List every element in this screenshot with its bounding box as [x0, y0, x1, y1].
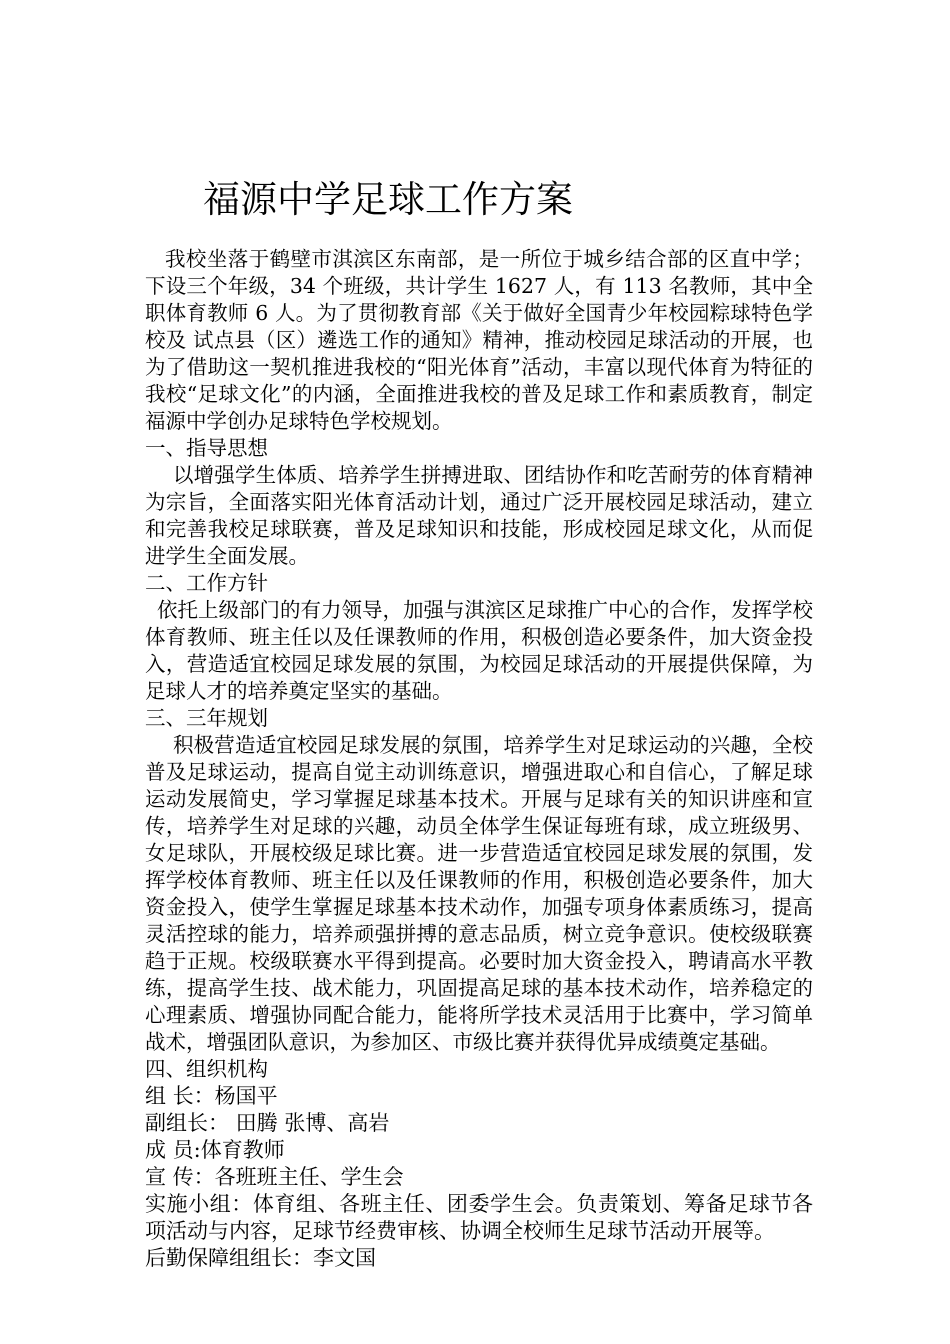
document-body: [145, 246, 813, 1272]
section-text-guiding-ideology: 以增强学生体质、培养学生拼搏进取、团结协作和吃苦耐劳的体育精神为宗旨，全面落实阳光体育活动计划，通过广泛开展校园足球活动，建立和完善我校足球联赛，普及足球知识和技能，形成校园足球文化，从而促进学生全面发展。: [145, 463, 813, 568]
section-heading-work-policy: 二、工作方针: [145, 571, 268, 595]
org-leader: 组 长：杨国平: [145, 1084, 278, 1108]
org-members: 成 员:体育教师: [145, 1138, 285, 1162]
section-text-three-year-plan: 积极营造适宜校园足球发展的氛围，培养学生对足球运动的兴趣，全校普及足球运动，提高自觉主动训练意识，增强进取心和自信心，了解足球运动发展简史，学习掌握足球基本技术。开展与足球有关的知识讲座和宣传，培养学生对足球的兴趣，动员全体学生保证每班有球，成立班级男、女足球队，开展校级足球比赛。进一步营造适宜校园足球发展的氛围，发挥学校体育教师、班主任以及任课教师的作用，积极创造必要条件，加大资金投入，使学生掌握足球基本技术动作，加强专项身体素质练习，提高灵活控球的能力，培养顽强拼搏的意志品质，树立竞争意识。使校级联赛趋于正规。校级联赛水平得到提高。必要时加大资金投入，聘请高水平教练，提高学生技、战术能力，巩固提高足球的基本技术动作，培养稳定的心理素质、增强协同配合能力，能将所学技术灵活用于比赛中，学习简单战术，增强团队意识，为参加区、市级比赛并获得优异成绩奠定基础。: [145, 733, 813, 1054]
section-heading-three-year-plan: 三、三年规划: [145, 706, 268, 730]
section-heading-organization: 四、组织机构: [145, 1057, 268, 1081]
section-heading-guiding-ideology: 一、指导思想: [145, 436, 268, 460]
org-publicity: 宣 传：各班班主任、学生会: [145, 1165, 404, 1189]
org-logistics: 后勤保障组组长：李文国: [145, 1246, 376, 1270]
document-title: 福源中学足球工作方案: [203, 178, 573, 221]
org-implementation: 实施小组：体育组、各班主任、团委学生会。负责策划、筹备足球节各项活动与内容，足球节经费审核、协调全校师生足球节活动开展等。: [145, 1192, 813, 1243]
org-deputy: 副组长： 田腾 张博、高岩: [145, 1111, 390, 1135]
intro-paragraph: 我校坐落于鹤壁市淇滨区东南部，是一所位于城乡结合部的区直中学；下设三个年级，34 个班级，共计学生 1627 人，有 113 名教师，其中全职体育教师 6 人。为了贯彻教育部《关于做好全国青少年校园粽球特色学校及 试点县（区）遴选工作的通知》精神，推动校园足球活动的开展，也为了借助这一契机推进我校的“阳光体育”活动，丰富以现代体育为特征的我校“足球文化”的内涵，全面推进我校的普及足球工作和素质教育，制定福源中学创办足球特色学校规划。: [145, 247, 813, 433]
section-text-work-policy: 依托上级部门的有力领导，加强与淇滨区足球推广中心的合作，发挥学校体育教师、班主任以及任课教师的作用，积极创造必要条件，加大资金投入，营造适宜校园足球发展的氛围，为校园足球活动的开展提供保障，为足球人才的培养奠定坚实的基础。: [145, 598, 813, 703]
